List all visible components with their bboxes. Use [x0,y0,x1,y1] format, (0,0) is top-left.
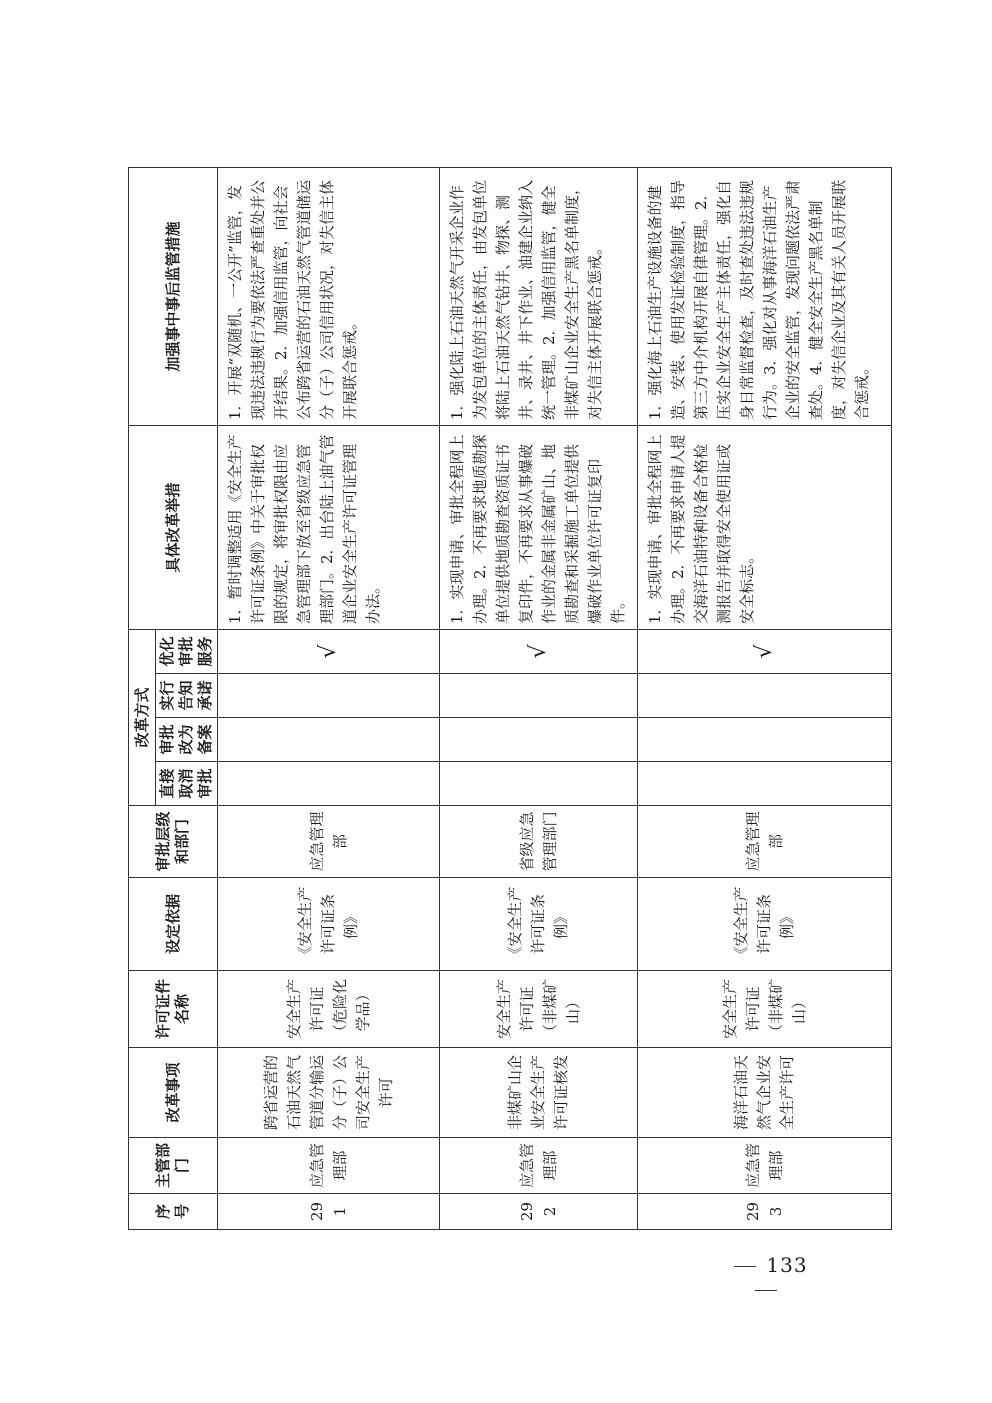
header-method-cancel: 直接取消审批 [156,762,218,806]
cell-method-optimize: √ [440,629,638,673]
table-row [440,167,638,1229]
cell-basis: 《安全生产许可证条例》 [440,878,638,971]
header-license: 许可证件名称 [129,971,218,1048]
cell-level: 省级应急管理部门 [440,806,638,878]
header-method-optimize: 优化审批服务 [156,629,218,673]
cell-supervision: 1．开展“双随机、一公开”监管，发现违法违规行为要依法严查重处并公开结果。2．加强信用监管，向社会公布跨省运营的石油天然气管道储运分（子）公司信用状况，对失信主体开展联合惩戒。 [218,167,440,425]
cell-measures: 1．暂时调整适用《安全生产许可证条例》中关于审批权限的规定，将审批权限由应急管理部下放至省级应急管理部门。2．出台陆上油气管道企业安全生产许可证管理办法。 [218,425,440,629]
cell-supervision: 1．强化海上石油生产设施设备的建造、安装、使用发证检验制度，指导第三方中介机构开展自律管理。2．压实企业安全生产主体责任，强化自身日常监督检查，及时查处违法违规行为。3．强化对从事海洋石油生产企业的安全监管，发现问题依法严肃查处。4．健全安全生产黑名单制度，对失信企业及其有关人员开展联合惩戒。 [638,167,892,425]
header-row-1 [129,167,156,1229]
cell-seq: 293 [638,1194,892,1230]
table-row [638,167,892,1229]
cell-seq: 292 [440,1194,638,1230]
dash-left [734,1266,756,1267]
cell-method-filing [638,718,892,762]
cell-method-promise [638,674,892,718]
cell-license: 安全生产许可证（非煤矿山） [638,971,892,1048]
cell-license: 安全生产许可证（非煤矿山） [440,971,638,1048]
header-basis: 设定依据 [129,878,218,971]
reform-table [128,167,892,1230]
table-row [218,167,440,1229]
cell-seq: 291 [218,1194,440,1230]
cell-measures: 1．实现申请、审批全程网上办理。2．不再要求申请人提交海洋石油特种设备合格检测报告并取得安全使用证或安全标志。 [638,425,892,629]
cell-basis: 《安全生产许可证条例》 [218,878,440,971]
header-method-group: 改革方式 [129,629,156,805]
cell-method-optimize: √ [638,629,892,673]
page-number-footer [704,1253,828,1301]
cell-level: 应急管理部 [218,806,440,878]
header-item: 改革事项 [129,1048,218,1138]
dash-right [755,1290,777,1291]
cell-method-cancel [638,762,892,806]
cell-method-optimize: √ [218,629,440,673]
cell-method-filing [440,718,638,762]
cell-item: 海洋石油天然气企业安全生产许可 [638,1048,892,1138]
cell-license: 安全生产许可证（危险化学品） [218,971,440,1048]
cell-dept: 应急管理部 [218,1138,440,1194]
cell-level: 应急管理部 [638,806,892,878]
cell-measures: 1．实现申请、审批全程网上办理。2．不再要求地质勘探单位提供地质勘查资质证书复印件，不再要求从事爆破作业的金属非金属矿山、地质勘查和采掘施工单位提供爆破作业单位许可证复印件。 [440,425,638,629]
cell-basis: 《安全生产许可证条例》 [638,878,892,971]
header-level: 审批层级和部门 [129,806,218,878]
cell-method-cancel [440,762,638,806]
cell-method-promise [440,674,638,718]
header-supervision: 加强事中事后监管措施 [129,167,218,425]
header-method-promise: 实行告知承诺 [156,674,218,718]
cell-supervision: 1．强化陆上石油天然气开采企业作为发包单位的主体责任，由发包单位将陆上石油天然气钻井、物探、测井、录井、井下作业、油建企业纳入统一管理。2．加强信用监管，健全非煤矿山企业安全生产黑名单制度，对失信主体开展联合惩戒。 [440,167,638,425]
header-dept: 主管部门 [129,1138,218,1194]
cell-item: 非煤矿山企业安全生产许可证核发 [440,1048,638,1138]
cell-dept: 应急管理部 [440,1138,638,1194]
cell-item: 跨省运营的石油天然气管道分输运分（子）公司安全生产许可 [218,1048,440,1138]
rotated-table-wrapper [128,168,871,1230]
page-number: 133 [766,1253,808,1277]
cell-dept: 应急管理部 [638,1138,892,1194]
header-method-filing: 审批改为备案 [156,718,218,762]
cell-method-filing [218,718,440,762]
header-seq: 序号 [129,1194,218,1230]
cell-method-cancel [218,762,440,806]
cell-method-promise [218,674,440,718]
header-measures: 具体改革举措 [129,425,218,629]
